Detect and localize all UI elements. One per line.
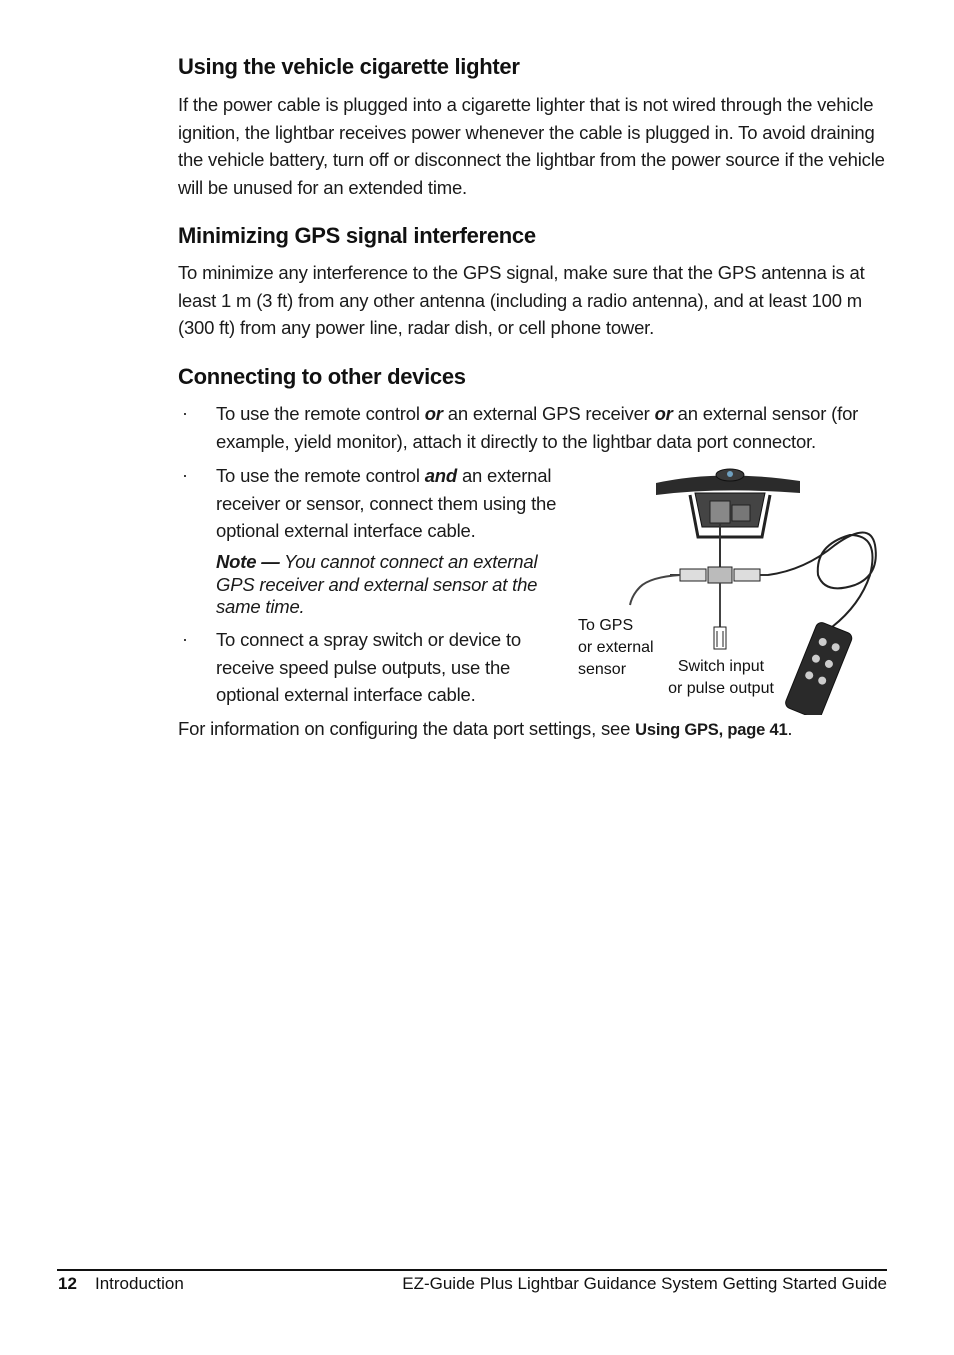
bullet-item-direct-connect: To use the remote control or an external GPS receiver or an external sensor (for example, yield monitor), attach it directly to the lightbar data port connector. (216, 403, 859, 452)
note-text: You cannot connect an external GPS receiver and external sensor at the same time. (216, 551, 538, 617)
bullet-marker: · (182, 465, 188, 485)
heading-connecting-devices: Connecting to other devices (178, 364, 466, 389)
note (216, 551, 561, 619)
remote-control-icon (784, 621, 854, 715)
label-to-gps: To GPS or external sensor (578, 617, 654, 678)
footer-document-title: EZ-Guide Plus Lightbar Guidance System Getting Started Guide (402, 1274, 887, 1293)
bullet-marker: · (182, 403, 188, 423)
heading-cigarette-lighter: Using the vehicle cigarette lighter (178, 54, 520, 79)
footer-chapter: Introduction (95, 1274, 184, 1293)
interface-cable-splitter-icon (670, 567, 768, 583)
bullet-item-interface-cable: To use the remote control and an external receiver or sensor, connect them using the optional external interface cable. (216, 465, 557, 541)
lightbar-icon (656, 469, 800, 537)
paragraph-gps-interference: To minimize any interference to the GPS signal, make sure that the GPS antenna is at least 1 m (3 ft) from any other antenna (including a radio antenna), and at least 100 m (300 ft) from any power line, radar dish, or cell phone tower. (178, 262, 865, 338)
cross-reference-link[interactable]: Using GPS, page 41 (635, 721, 788, 739)
paragraph-cigarette-lighter: If the power cable is plugged into a cigarette lighter that is not wired through the vehicle ignition, the lightbar receives power whenever the cable is plugged in. To avoid draining the vehicle battery, turn off or disconnect the lightbar from the power source if the vehicle will be unused for an extended time. (178, 94, 885, 198)
bullet-item-spray-switch: To connect a spray switch or device to receive speed pulse outputs, use the optional external interface cable. (216, 629, 521, 705)
label-switch-input: Switch input or pulse output (668, 658, 774, 697)
heading-gps-interference: Minimizing GPS signal interference (178, 223, 536, 248)
note-label: Note — (216, 551, 280, 572)
paragraph-data-port-reference: For information on configuring the data port settings, see Using GPS, page 41. (178, 718, 793, 739)
bullet-marker: · (182, 629, 188, 649)
page-number: 12 (58, 1274, 77, 1293)
switch-connector-icon (714, 627, 726, 649)
footer-divider (57, 1269, 887, 1271)
